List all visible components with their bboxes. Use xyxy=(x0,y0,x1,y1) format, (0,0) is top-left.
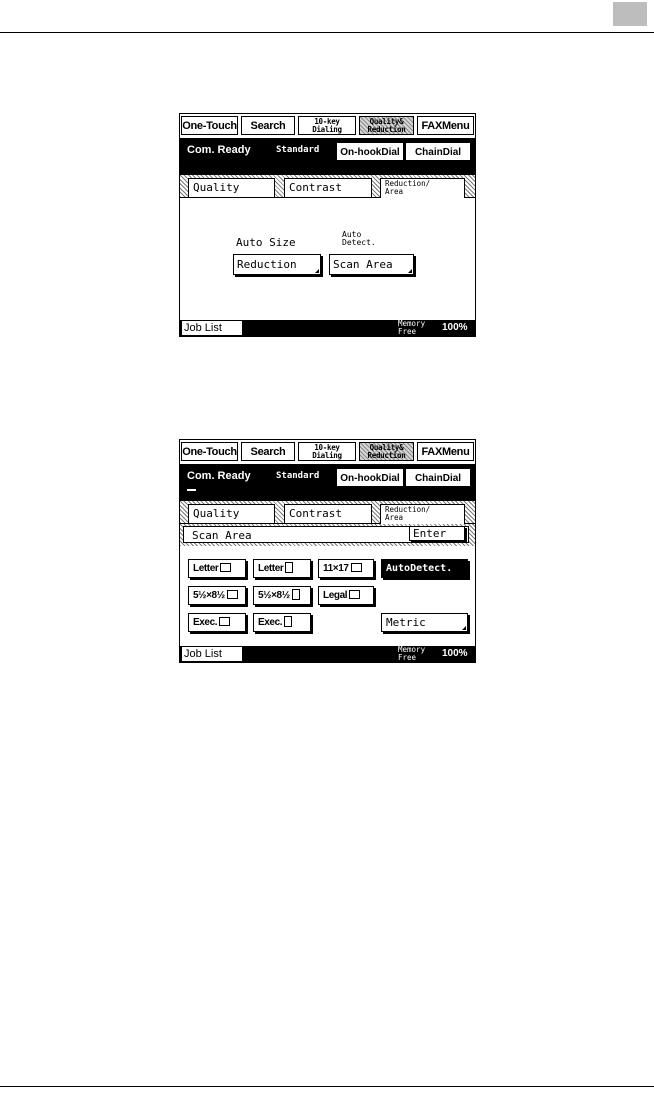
chain-dial-button[interactable]: ChainDial xyxy=(406,143,470,160)
auto-detect-label: Auto Detect. xyxy=(342,230,376,247)
tab-fax-menu[interactable]: FAXMenu xyxy=(417,442,474,461)
reduction-button[interactable]: Reduction xyxy=(233,254,321,275)
memory-free-value: 100% xyxy=(442,648,468,659)
scan-area-header xyxy=(180,524,475,546)
metric-button[interactable]: Metric xyxy=(381,613,468,632)
paper-button-statement-portrait[interactable]: 5½×8½ xyxy=(253,586,311,605)
tab-fax-menu[interactable]: FAXMenu xyxy=(417,116,474,135)
tab-10-key-dialing[interactable]: 10-key Dialing xyxy=(298,442,356,461)
paper-button-autodetect[interactable]: AutoDetect. xyxy=(381,559,468,578)
tab-reduction-area[interactable]: Reduction/ Area xyxy=(380,178,465,198)
tab-one-touch[interactable]: One-Touch xyxy=(181,116,238,135)
top-tab-row xyxy=(180,114,475,139)
memory-free-label: Memory Free xyxy=(398,645,426,662)
paper-size-grid xyxy=(180,547,475,646)
paper-button-exec-landscape[interactable]: Exec. xyxy=(188,613,246,632)
bottom-rule xyxy=(0,1086,654,1087)
sub-tab-row xyxy=(180,501,475,524)
panel-screen-reduction xyxy=(179,113,476,337)
chain-dial-button[interactable]: ChainDial xyxy=(406,469,470,486)
job-list-button[interactable]: Job List xyxy=(182,647,242,661)
tab-quality[interactable]: Quality xyxy=(188,504,275,523)
reduction-content xyxy=(180,198,475,320)
job-list-button[interactable]: Job List xyxy=(182,321,242,335)
tab-reduction-area[interactable]: Reduction/ Area xyxy=(380,504,465,524)
paper-button-11x17[interactable]: 11×17 xyxy=(318,559,374,578)
portrait-icon xyxy=(285,562,293,573)
scan-area-button[interactable]: Scan Area xyxy=(329,254,414,275)
panel-screen-scan-area xyxy=(179,439,476,663)
memory-free-value: 100% xyxy=(442,322,468,333)
text-cursor xyxy=(187,489,196,491)
auto-size-label: Auto Size xyxy=(236,236,296,249)
resolution-mode: Standard xyxy=(276,471,320,481)
paper-button-legal[interactable]: Legal xyxy=(318,586,374,605)
paper-button-statement-landscape[interactable]: 5½×8½ xyxy=(188,586,246,605)
tab-quality-reduction[interactable]: Quality& Reduction xyxy=(359,116,414,135)
enter-button[interactable]: Enter xyxy=(409,526,465,541)
memory-free-label: Memory Free xyxy=(398,319,426,336)
status-bar xyxy=(180,139,475,175)
tab-search[interactable]: Search xyxy=(241,116,295,135)
on-hook-dial-button[interactable]: On-hookDial xyxy=(337,469,403,486)
status-bar xyxy=(180,465,475,501)
paper-button-letter-landscape[interactable]: Letter xyxy=(188,559,246,578)
landscape-icon xyxy=(220,563,231,572)
tab-quality-reduction[interactable]: Quality& Reduction xyxy=(359,442,414,461)
bottom-bar xyxy=(180,646,475,662)
status-text: Com. Ready xyxy=(187,470,251,482)
sub-tab-row xyxy=(180,175,475,198)
tab-quality[interactable]: Quality xyxy=(188,178,275,197)
landscape-icon xyxy=(219,617,230,626)
tab-search[interactable]: Search xyxy=(241,442,295,461)
top-rule xyxy=(0,32,654,33)
landscape-icon xyxy=(349,590,360,599)
landscape-icon xyxy=(227,590,238,599)
paper-button-letter-portrait[interactable]: Letter xyxy=(253,559,311,578)
paper-button-exec-portrait[interactable]: Exec. xyxy=(253,613,311,632)
on-hook-dial-button[interactable]: On-hookDial xyxy=(337,143,403,160)
top-tab-row xyxy=(180,440,475,465)
tab-contrast[interactable]: Contrast xyxy=(284,504,372,523)
resolution-mode: Standard xyxy=(276,145,320,155)
scan-area-title: Scan Area xyxy=(183,526,469,543)
tab-contrast[interactable]: Contrast xyxy=(284,178,372,197)
bottom-bar xyxy=(180,320,475,336)
page-corner-tab xyxy=(613,2,647,26)
landscape-icon xyxy=(351,563,362,572)
portrait-icon xyxy=(292,589,300,600)
tab-one-touch[interactable]: One-Touch xyxy=(181,442,238,461)
portrait-icon xyxy=(284,616,292,627)
status-text: Com. Ready xyxy=(187,144,251,156)
tab-10-key-dialing[interactable]: 10-key Dialing xyxy=(298,116,356,135)
